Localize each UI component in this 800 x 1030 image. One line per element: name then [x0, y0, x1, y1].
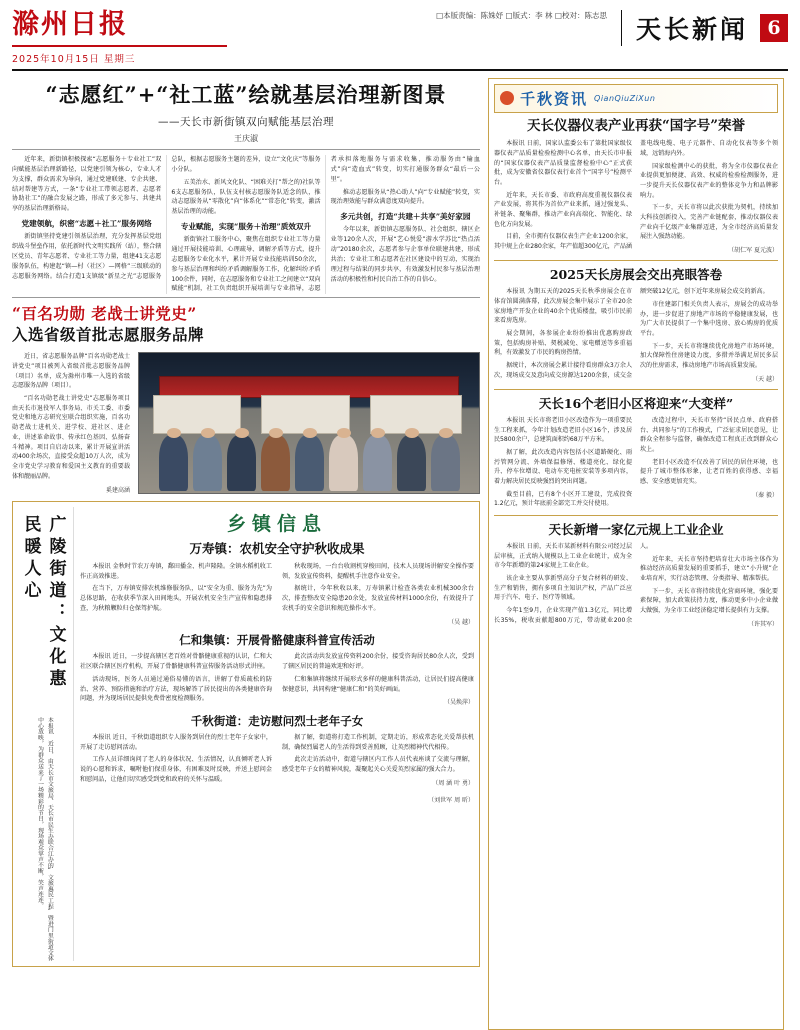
brand-name-cn: 千秋资讯 — [520, 89, 589, 108]
paragraph: 据统计，今年秋收以来，万寿镇累计检查各类农业机械300余台次，排查整改安全隐患20余处，发放宣传材料1000余份，有效提升了农机手的安全意识和规范操作水平。 — [282, 585, 474, 613]
paragraph: 在当下，万寿镇安排农机维修服务队，以“安全为重、服务为先”为总体思路，在收获季节深入田间地头，开展农机安全生产宣传和隐患排查，为秋粮颗粒归仓保驾护航。 — [80, 585, 272, 613]
paragraph: 本报讯 天长市将老旧小区改造作为一项重要民生工程来抓，今年计划改造老旧小区16个，涉及居民5800余户，总建筑面积约68万平方米。 — [494, 416, 632, 444]
column-brand-header — [494, 84, 778, 113]
brand-dot-icon — [500, 91, 514, 105]
paragraph: 下一步，天长市将继续优化房地产市场环境，加大保障性住房建设力度，多措并举满足居民多层次的住房需求，推动房地产市场高质量发展。 — [640, 342, 778, 369]
article-headline: 2025天长房展会交出亮眼答卷 — [549, 266, 723, 282]
right-article — [494, 396, 778, 509]
town-feature-column — [18, 507, 74, 961]
lead-subhead-3: 多元共创，打造“共建＋共享”美好家园 — [340, 212, 471, 222]
paragraph: 此次走访活动中，街道与辖区内工作人员代表座谈了交流与理解，感受老年子女的精神风貌，凝聚起关心关爱英烈家属的强大合力。 — [282, 756, 474, 774]
photo-person — [261, 435, 290, 491]
article-signature: （吴 越） — [448, 618, 474, 626]
paragraph: 本报讯 日前，天长市某新材料有限公司经过层层审核，正式纳入规模以上工业企业统计，成为全市今年新增的第24家规上工业企业。 — [494, 543, 632, 570]
lead-headline: “志愿红”+“社工蓝”绘就基层治理新图景 — [45, 81, 447, 107]
town-article — [80, 714, 474, 788]
right-article — [494, 522, 778, 628]
paragraph: 活动现场，医务人员通过通俗易懂的语言，讲解了骨质疏松的防治、营养、预防措施和治疗方法，现场解答了居民提出的各类健康咨询问题，并为现场居民提供免费骨密度检测服务。 — [80, 675, 272, 703]
paragraph: 下一步，天长市将持续优化营商环境，强化要素保障，加大政策扶持力度，推动更多中小企业做大做强，为全市工业经济稳定增长提供有力支撑。 — [640, 587, 778, 615]
paragraph: 老旧小区改造不仅改善了居民的居住环境，也提升了城市整体形象，让老百姓的获得感、幸福感、安全感更加充实。 — [640, 458, 778, 485]
masthead — [12, 10, 788, 71]
photo-person — [329, 435, 358, 491]
paragraph: 今年1至9月，企业实现产值1.3亿元，同比增长35%，税收贡献超800万元，带动就业200余人。 — [494, 543, 653, 624]
paragraph: 本报讯 近日，千秋街道组织专人服务到居住的烈士老年子女家中，开展了走访慰问活动。 — [80, 733, 272, 751]
editor-credits: □本版责编：陈姝妤 □版式：李 林 □校对：陈志思 — [436, 11, 607, 20]
photo-person — [227, 435, 256, 491]
secondary-headline — [12, 304, 480, 346]
feature-lede: 本报讯 近日，由天长市文旅局、天长市民生办联合江办的“文旅惠民工程”暨进门里街道文体中心放映，为群众送来了一场精彩的节目，现场观众掌声不断，笑声连连。 — [36, 717, 53, 962]
paragraph: 仁和集镇将继续开展形式多样的健康科普活动，让居民们提高健康保健意识，共同构建“健康仁和”的美好画面。 — [282, 675, 474, 693]
article-headline: 天长仪器仪表产业再获“国字号”荣誉 — [526, 117, 746, 134]
photo-person — [363, 435, 392, 491]
main-column — [12, 78, 480, 1030]
secondary-article — [12, 304, 480, 494]
article-body — [494, 287, 778, 382]
paragraph: 秋收现场，一台台收割机穿梭田间，技术人员现场讲解安全操作要领，发放宣传资料，提醒机手注意作业安全。 — [282, 562, 474, 580]
article-headline: 天长新增一家亿元规上工业企业 — [548, 521, 724, 537]
feature-title: 广陵街道：文化惠民暖人心 — [20, 515, 66, 692]
article-signature: （胡仁军 夏元波） — [728, 246, 778, 254]
secondary-body — [12, 352, 480, 494]
paragraph: 本报讯 近日，一步提高辖区老百姓对骨骼健康重视的认识，仁和大社区联合辖区医疗机构，开展了骨骼健康科普宣传服务活动形式讲座。 — [80, 652, 272, 670]
article-headline: 万寿镇：农机安全守护秋收成果 — [189, 541, 365, 557]
page-number: 6 — [760, 14, 788, 42]
paragraph: 市住建部门相关负责人表示，房展会的成功举办，进一步促进了房地产市场的平稳健康发展，也为广大市民提供了一个集中选房、放心购房的优质平台。 — [640, 300, 778, 337]
paragraph: 五美治水、新风文化队、“困难关打”帮之的)社队等6支志愿服务队，队伍支村核志愿服务队适念的队，推动志愿服务从“零散化”向“体系化”“常态化”转变，激活基层治理的动能。 — [171, 178, 321, 216]
paragraph: 据了解，此次改造内容包括小区道路硬化、雨污管网分流、外墙保温修缮、楼道亮化、绿化提升、停车位增设、电动车充电桩安装等多项内容，着力解决居民反映强烈的突出问题。 — [494, 448, 632, 485]
paragraph: 该企业主要从事新型高分子复合材料的研发、生产和销售，拥有多项自主知识产权，产品广泛应用于汽车、电子、医疗等领域。 — [494, 575, 632, 602]
paragraph: 目前，全市拥有仪器仪表生产企业1200余家，其中规上企业280余家，年产值超300亿元，产品涵盖电线电缆、电子元器件、自动化仪表等多个领域，远销海内外。 — [494, 140, 778, 250]
masthead-left — [12, 10, 242, 65]
paragraph: 新街镇坚持党建引领基层治理，充分发挥基层党组织战斗堡垒作用，依托新时代文明实践所（站），整合辖区党员、青年志愿者、专业社工等力量，组建41支志愿服务队伍，构建起“镇—村（社区）—网格”三级联动的志愿服务网络。结合打造1支镇级“新星之光”志愿服务总队，根据志愿服务主题的差异，设立“文化庆”等服务小分队。 — [12, 155, 321, 280]
photo-panel — [153, 395, 241, 434]
secondary-headline-line1: “百名功勋 老战士讲党史” — [12, 304, 197, 324]
paragraph: 截至目前，已有8个小区开工建设，完成投资1.2亿元，预计年底前全部完工并交付使用。 — [494, 490, 632, 508]
article-signature: （许其军） — [747, 620, 778, 628]
masthead-rule — [12, 45, 227, 47]
paragraph: 据了解，街道将打造工作机制，定期走访，形成常态化关爱帮扶机制，确保烈属老人的生活得到妥善照顾，让英烈精神代代相传。 — [282, 733, 474, 751]
paragraph: 此次活动共发放宣传资料200余份，接受咨询居民80余人次，受到了辖区居民的普遍欢迎和好评。 — [282, 652, 474, 670]
section-title: 天长新闻 — [635, 15, 748, 44]
divider — [494, 389, 778, 390]
lead-body — [12, 155, 480, 294]
lead-article — [12, 78, 480, 295]
paragraph: 近年来，天长市坚持把培育壮大市场主体作为推动经济高质量发展的重要抓手，建立“小升规”企业培育库，实行动态管理、分类指导、精准帮扶。 — [640, 555, 778, 583]
town-info-section — [12, 501, 480, 967]
paragraph: 本报讯 为期五天的2025天长秋季房展会在市体育馆圆满落幕，此次房展会集中展示了全市20余家房地产开发企业的40余个优质楼盘，吸引市民前来看房选房。 — [494, 288, 632, 325]
article-headline: 仁和集镇：开展骨骼健康科普宣传活动 — [179, 632, 375, 647]
article-body — [80, 733, 474, 788]
article-signature: （吴焕萍） — [443, 699, 474, 707]
paragraph: 本报讯 日前，国家认监委公布了第批国家级仪器仪表产品质量检验检测中心名单，由天长市申报的“国家仪器仪表产品质量监督检验中心”正式获批，成为安徽省仪器仪表行业首个“国字号”检测平台。 — [494, 140, 632, 186]
secondary-headline-line2: 入选省级首批志愿服务品牌 — [12, 325, 205, 345]
paragraph: “百名功勋老战士讲党史”志愿服务项目由天长市退役军人事务局、市关工委、市委党史和地方志研究室联合组织实施，百名功勋老战士进机关、进学校、进社区、进企业，讲述革命故事、传承红色基因、弘扬奋斗精神。项目自启动以来，累计开展宣讲活动400余场次，直接受众超10万人次，成为全市党史学习教育和爱国主义教育的重要载体和靓丽品牌。 — [12, 394, 130, 480]
paragraph: 近日，省志愿服务品牌“百名功勋老战士讲党史”项目被列入省级首批志愿服务品牌（项目）名单，成为滁州市唯一入选的省级志愿服务品牌（项目）。 — [12, 353, 130, 390]
town-banner — [80, 507, 474, 541]
paragraph: 改造过程中，天长市坚持“居民点单、政府搭台、共同参与”的工作模式，广泛征求居民意见，让群众全程参与监督，确保改造工程真正改到群众心坎上。 — [640, 416, 778, 453]
paragraph: 新街镇社工服务中心，聚焦在组织专业社工等力量通过开展技能培训、心理疏导、调解矛盾等方式，提升志愿服务专业化水平，累计开展专业技能培训50余次，参与基层治理和纠纷矛盾调解服务工作，化解纠纷矛盾100余件，同时，在志愿服务和专业社工之间建立“双向赋能”机制，社工负责组织开展培训与专业指导，志愿者承担落地服务与需求收集，推动服务由“输血式”向“造血式”转变，切实打通服务群众“最后一公里”。 — [171, 155, 480, 293]
masthead-middle — [242, 10, 621, 24]
photo-caption: 奚建高涵 — [105, 487, 130, 495]
photo-person — [159, 435, 188, 491]
town-articles — [80, 507, 474, 961]
paragraph: 近年来，新街镇积极探索“志愿服务＋专业社工”双向赋能基层治理新路径，以党建引领为核心，专业人才为支撑，群众需求为导向，通过党建联建、专企共建、结对帮建等方式，一条“专业社工带领志愿者、志愿者协助社工”的融合发展之路，形成了多元参与、共建共享的基层治理新格局。 — [12, 155, 162, 213]
article-headline: 千秋街道：走访慰问烈士老年子女 — [190, 713, 364, 728]
secondary-text — [12, 352, 130, 494]
paper-name: 滁州日报 — [12, 9, 128, 40]
town-banner-title: 乡镇信息 — [226, 513, 327, 536]
article-body — [80, 562, 474, 626]
divider — [494, 515, 778, 516]
paragraph: 今年以来，新街镇志愿服务队、社会组织、辖区企业等120余人次，开展“艺心悦爱”游水学苏比“热点活动”20180余次，志愿者参与企事单位联建共建，形成共治；专业社工和志愿者在社区建设中的互动，实现治理过程与结果的同步共享，有效激发村民参与基层治理活动的积极性和村民自治工作的自信心。 — [330, 226, 480, 283]
paragraph: 下一步，天长市将以此次获批为契机，持续加大科技创新投入，完善产业链配套，推动仪器仪表产业向千亿级产业集群迈进，为全市经济高质量发展注入强劲动能。 — [640, 204, 778, 241]
right-column — [488, 78, 784, 1030]
article-body — [494, 416, 778, 509]
photo-person — [193, 435, 222, 491]
article-body — [494, 542, 778, 628]
article-signature: （天 越） — [752, 375, 778, 383]
paragraph: 展会期间，各参展企业纷纷推出优惠购房政策，包括购房补贴、契税减免、家电赠送等多重福利，有效激发了市民的购房热情。 — [494, 329, 632, 357]
divider — [12, 297, 480, 298]
publication-date: 2025年10月15日 星期三 — [12, 53, 136, 65]
paragraph: 工作人员详细询问了老人的身体状况、生活情况，认真倾听老人诉说的心愿和诉求，嘱咐他们保重身体，有困难及时反映，并送上慰问金和慰问品，让他们切实感受到党和政府的关怀与温暖。 — [80, 756, 272, 784]
masthead-right — [621, 10, 788, 46]
lead-subhead-1: 党建领航，织密“志愿＋社工”服务网络 — [21, 219, 152, 229]
photo-person — [397, 435, 426, 491]
brand-name-en: QianQiuZiXun — [594, 93, 656, 103]
article-headline: 天长16个老旧小区将迎来“大变样” — [538, 395, 734, 411]
photo-person — [295, 435, 324, 491]
photo-person — [431, 435, 460, 491]
right-article — [494, 267, 778, 383]
article-body — [494, 139, 778, 254]
lead-byline: 王庆淑 — [234, 133, 258, 143]
divider — [12, 149, 480, 150]
feature-signature: （刘世军 周 昕） — [428, 796, 474, 804]
article-signature: （周 涵 叶 勇） — [432, 780, 474, 788]
lead-subheadline: ——天长市新街镇双向赋能基层治理 — [158, 115, 334, 128]
paragraph: 推动志愿服务从“热心助人”向“专业赋能”转变，实现治理效能与群众满意度双向提升。 — [330, 188, 480, 206]
paragraph: 近年来，天长市委、市政府高度重视仪器仪表产业发展，将其作为首位产业来抓，通过强龙头、补链条、聚集群，推动产业向高端化、智能化、绿色化方向发展。 — [494, 191, 632, 228]
divider — [494, 260, 778, 261]
article-signature: （秦 毅） — [752, 491, 778, 499]
page-body — [12, 78, 788, 1030]
town-article — [80, 541, 474, 626]
right-article — [494, 118, 778, 254]
paragraph: 国家级检测中心的获批，将为全市仪器仪表企业提供更加便捷、高效、权威的检验检测服务，进一步提升天长仪器仪表产业的整体竞争力和品牌影响力。 — [640, 162, 778, 199]
town-article — [80, 633, 474, 707]
paragraph: 本报讯 金秋时节农万寿镇，鄱田播金、机声隆隆。全镇水稻机收工作正高效推进。 — [80, 562, 272, 580]
lead-subhead-2: 专业赋能，实现“服务＋治理”质效双升 — [180, 222, 312, 232]
secondary-photo — [138, 352, 480, 494]
paragraph: 据统计，本次房展会累计接待看房群众3万余人次，现场成交及意向成交房源达1200余套，成交金额突破12亿元，创下近年来房展会成交的新高。 — [494, 288, 769, 379]
article-body — [80, 652, 474, 707]
